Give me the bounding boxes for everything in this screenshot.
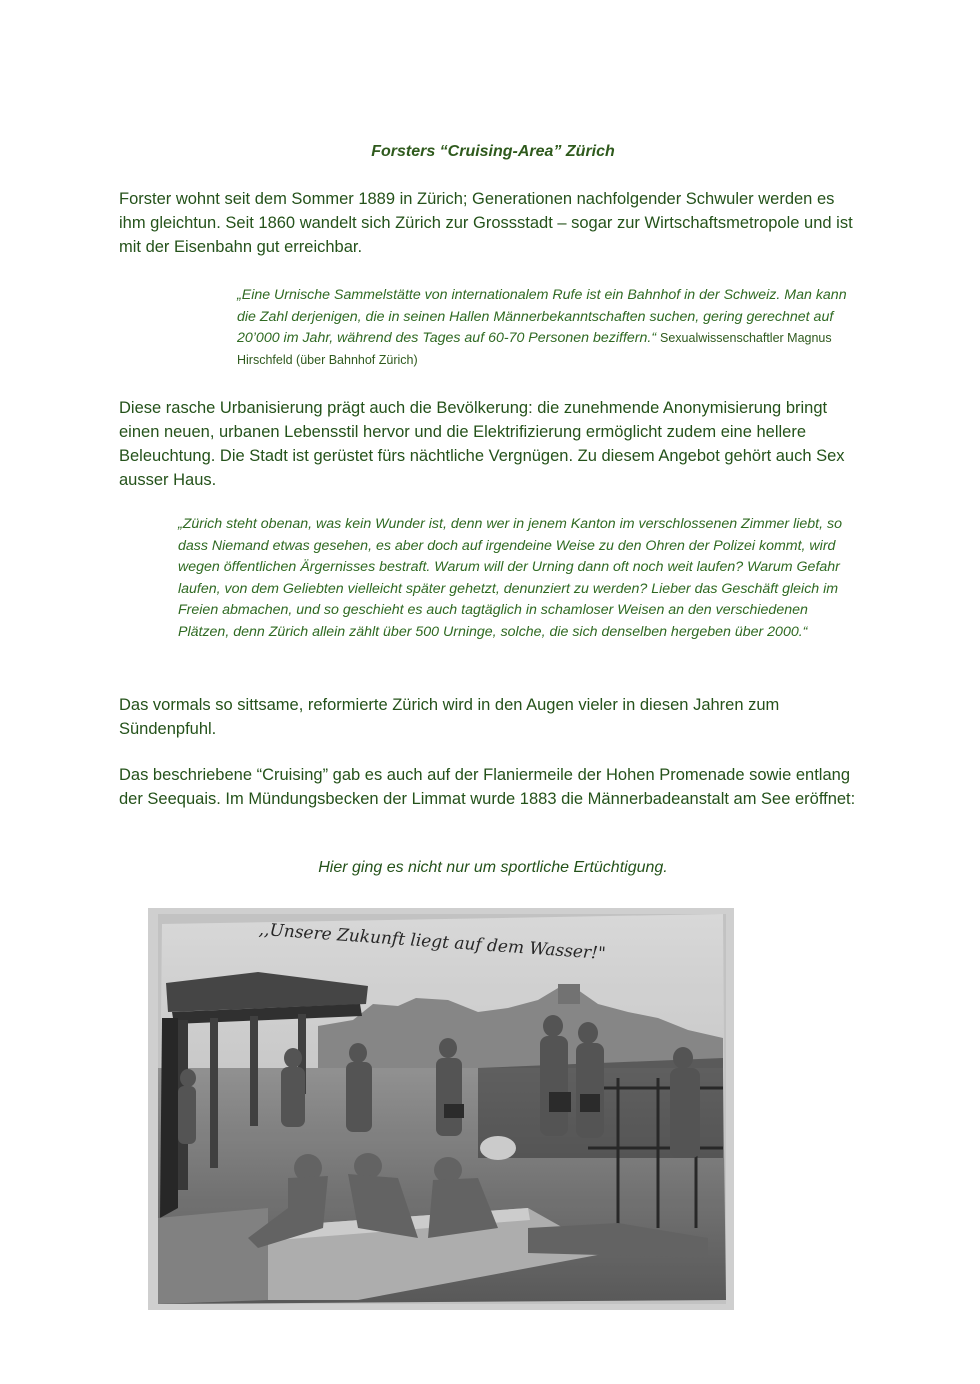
page-title: Forsters “Cruising-Area” Zürich [371,143,615,160]
urbanization-paragraph: Diese rasche Urbanisierung prägt auch die Bevölkerung: die zunehmende Anonymisierung bringt einen neuen, urbanen Lebensstil hervor und die Elektrifizierung ermöglicht zudem eine hellere Beleuchtung. Die Stadt ist gerüstet fürs nächtliche Vergnügen. Zu diesem Angebot gehört auch Sex ausser Haus. [119,399,845,489]
historic-bathhouse-photo [148,908,734,1310]
hirschfeld-quote [237,285,862,371]
suendenpfuhl-paragraph: Das vormals so sittsame, reformierte Zürich wird in den Augen vieler in diesen Jahren zum Sündenpfuhl. [119,696,780,738]
hirschfeld-quote-attribution: Sexualwissenschaftler Magnus Hirschfeld (über Bahnhof Zürich) [237,331,832,367]
highlight-line: Hier ging es nicht nur um sportliche Ertüchtigung. [318,859,668,876]
zurich-quote: „Zürich steht obenan, was kein Wunder ist, denn wer in jenem Kanton im verschlossenen Zimmer liebt, so dass Niemand etwas gesehen, es aber doch auf irgendeine Weise zu den Ohren der Polizei kommt, wird wegen öffentlichen Ärgernisses bestraft. Warum will der Urning dann oft noch weit laufen? Warum Gefahr laufen, von dem Geliebten vielleicht später gehetzt, denunziert zu werden? Lieber das Geschäft gleich im Freien abmachen, und so geschieht es auch tagtäglich in schamloser Weisen an den verschiedenen Plätzen, denn Zürich allein zählt über 500 Urninge, solche, die sich denselben hergeben über 2000.“ [178,516,842,640]
photo-caption: ,,Unsere Zukunft liegt auf dem Wasser!" [258,919,607,964]
cruising-paragraph: Das beschriebene “Cruising” gab es auch auf der Flaniermeile der Hohen Promenade sowie entlang der Seequais. Im Mündungsbecken der Limmat wurde 1883 die Männerbadeanstalt am See eröffnet: [119,766,856,808]
intro-paragraph: Forster wohnt seit dem Sommer 1889 in Zürich; Generationen nachfolgender Schwuler werden es ihm gleichtun. Seit 1860 wandelt sich Zürich zur Grossstadt – sogar zur Wirtschaftsmetropole und ist mit der Eisenbahn gut erreichbar. [119,190,853,256]
hirschfeld-quote-text: „Eine Urnische Sammelstätte von internationalem Rufe ist ein Bahnhof in der Schweiz. Man kann die Zahl derjenigen, die in seinen Hallen Männerbekanntschaften suchen, gering gerechnet auf 20’000 im Jahr, während des Tages auf 60-70 Personen beziffern.“ [237,287,847,346]
